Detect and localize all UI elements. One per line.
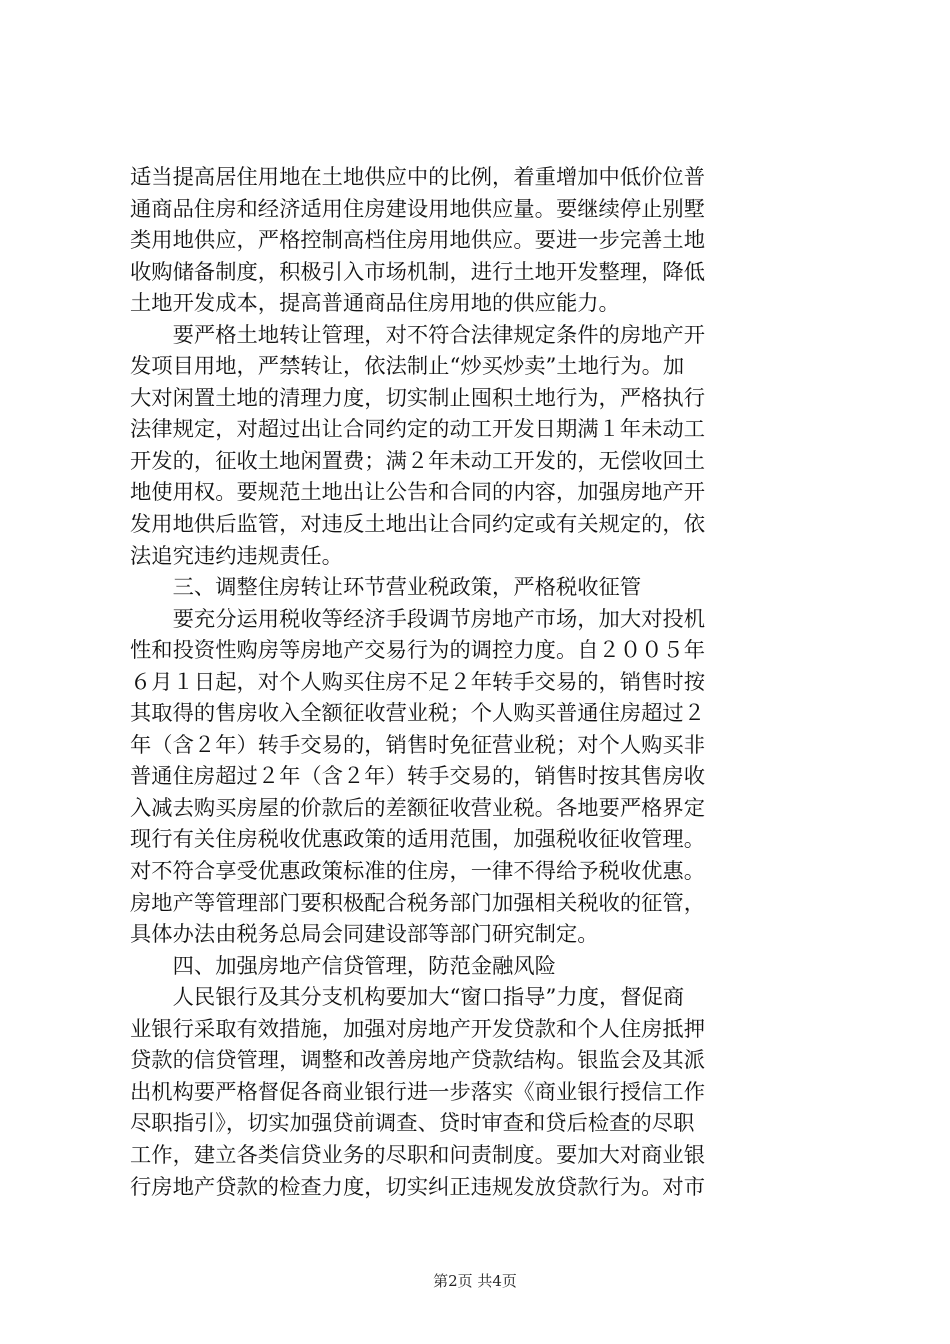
- text-line: 地使用权。要规范土地出让公告和合同的内容，加强房地产开: [130, 480, 706, 506]
- text-line: 普通住房超过２年（含２年）转手交易的，销售时按其售房收: [130, 764, 706, 790]
- text-line: 大对闲置土地的清理力度，切实制止囤积土地行为，严格执行: [130, 385, 706, 411]
- text-line: 现行有关住房税收优惠政策的适用范围，加强税收征收管理。: [130, 827, 706, 853]
- text-line: 贷款的信贷管理，调整和改善房地产贷款结构。银监会及其派: [130, 1048, 706, 1074]
- section-heading: 四、加强房地产信贷管理，防范金融风险: [130, 953, 556, 979]
- text-line: 土地开发成本，提高普通商品住房用地的供应能力。: [130, 291, 620, 317]
- text-line: 其取得的售房收入全额征收营业税；个人购买普通住房超过２: [130, 701, 706, 727]
- text-line: 法追究违约违规责任。: [130, 543, 343, 569]
- text-line: 性和投资性购房等房地产交易行为的调控力度。自２００５年: [130, 638, 706, 664]
- text-line: 尽职指引》，切实加强贷前调查、贷时审查和贷后检查的尽职: [130, 1111, 695, 1137]
- text-line: 年（含２年）转手交易的，销售时免征营业税；对个人购买非: [130, 732, 706, 758]
- text-line: 适当提高居住用地在土地供应中的比例，着重增加中低价位普: [130, 165, 706, 190]
- text-line: 收购储备制度，积极引入市场机制，进行土地开发整理，降低: [130, 259, 706, 285]
- text-line: 人民银行及其分支机构要加大“窗口指导”力度，督促商: [130, 985, 685, 1011]
- text-line: 发项目用地，严禁转让，依法制止“炒买炒卖”土地行为。加: [130, 354, 685, 380]
- text-line: 对不符合享受优惠政策标准的住房，一律不得给予税收优惠。: [130, 859, 706, 885]
- text-line: 工作，建立各类信贷业务的尽职和问责制度。要加大对商业银: [130, 1142, 706, 1168]
- text-line: ６月１日起，对个人购买住房不足２年转手交易的，销售时按: [130, 669, 706, 695]
- text-line: 要严格土地转让管理，对不符合法律规定条件的房地产开: [130, 322, 706, 348]
- text-line: 发用地供后监管，对违反土地出让合同约定或有关规定的，依: [130, 512, 706, 538]
- text-line: 入减去购买房屋的价款后的差额征收营业税。各地要严格界定: [130, 795, 706, 821]
- page-number-footer: 第2页 共4页: [433, 1272, 517, 1290]
- text-line: 行房地产贷款的检查力度，切实纠正违规发放贷款行为。对市: [130, 1174, 706, 1200]
- document-body: [130, 162, 830, 1203]
- text-line: 类用地供应，严格控制高档住房用地供应。要进一步完善土地: [130, 228, 706, 254]
- text-line: 要充分运用税收等经济手段调节房地产市场，加大对投机: [130, 606, 706, 632]
- text-line: 开发的，征收土地闲置费；满２年未动工开发的，无偿收回土: [130, 448, 706, 474]
- text-line: 出机构要严格督促各商业银行进一步落实《商业银行授信工作: [130, 1079, 706, 1105]
- text-line: 法律规定，对超过出让合同约定的动工开发日期满１年未动工: [130, 417, 706, 443]
- text-line: 业银行采取有效措施，加强对房地产开发贷款和个人住房抵押: [130, 1016, 706, 1042]
- text-line: 具体办法由税务总局会同建设部等部门研究制定。: [130, 922, 599, 948]
- text-line: 房地产等管理部门要积极配合税务部门加强相关税收的征管，: [130, 890, 706, 916]
- section-heading: 三、调整住房转让环节营业税政策，严格税收征管: [130, 575, 642, 601]
- text-line: 通商品住房和经济适用住房建设用地供应量。要继续停止别墅: [130, 196, 706, 222]
